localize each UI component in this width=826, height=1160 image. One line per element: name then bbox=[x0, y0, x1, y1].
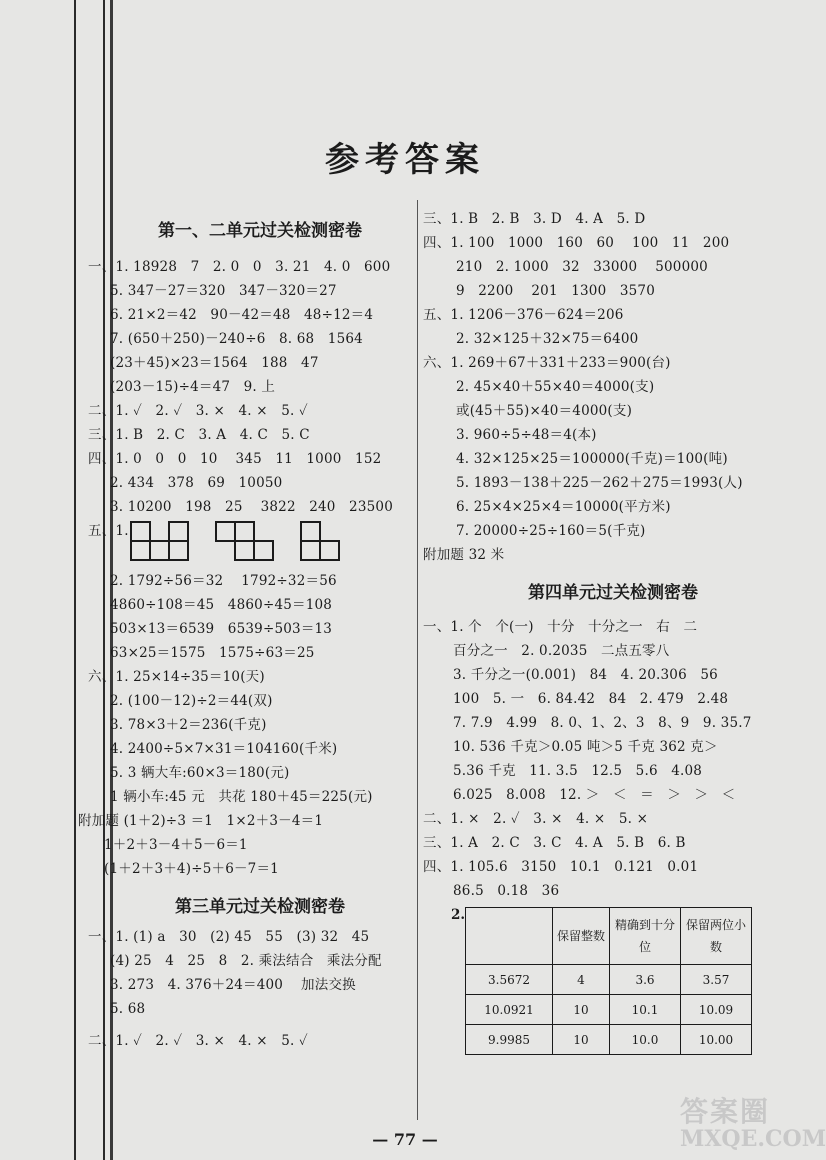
answer-line: 5.36 千克 11. 3.5 12.5 5.6 4.08 bbox=[453, 763, 703, 779]
answer-line: 10. 536 千克＞0.05 吨＞5 千克 362 克＞ bbox=[453, 739, 718, 755]
section-title: 第一、二单元过关检测密卷 bbox=[158, 221, 362, 241]
answer-line: 3. 千分之一(0.001) 84 4. 20.306 56 bbox=[453, 667, 718, 683]
table-cell: 4 bbox=[553, 965, 610, 995]
answer-line: 二、1. ✓ 2. ✓ 3. × 4. × 5. ✓ bbox=[88, 1033, 308, 1049]
answer-line: 2. (100－12)÷2＝44(双) bbox=[110, 693, 273, 709]
table-cell: 精确到十分位 bbox=[610, 908, 681, 965]
answer-line: (1＋2＋3＋4)÷5＋6－7＝1 bbox=[104, 861, 279, 877]
section-title: 第三单元过关检测密卷 bbox=[175, 897, 345, 917]
answer-label: 五、1. bbox=[88, 523, 129, 539]
rounding-table bbox=[465, 907, 752, 1055]
table-row bbox=[466, 995, 752, 1025]
answer-line: 二、1. × 2. ✓ 3. × 4. × 5. × bbox=[423, 811, 649, 827]
answer-line: 4. 2400÷5×7×31＝104160(千米) bbox=[110, 741, 338, 757]
table-cell: 保留整数 bbox=[553, 908, 610, 965]
answer-line: 六、1. 269＋67＋331＋233＝900(台) bbox=[423, 355, 671, 371]
answer-line: 附加题 (1＋2)÷3 ＝1 1×2＋3－4＝1 bbox=[78, 813, 324, 829]
answer-line: 7. 20000÷25÷160＝5(千克) bbox=[456, 523, 646, 539]
table-cell: 10.00 bbox=[681, 1025, 752, 1055]
answer-line: 四、1. 0 0 0 10 345 11 1000 152 bbox=[88, 451, 382, 467]
answer-line: 63×25＝1575 1575÷63＝25 bbox=[110, 645, 315, 661]
table-cell: 10 bbox=[553, 1025, 610, 1055]
answer-line: 1 辆小车:45 元 共花 180＋45＝225(元) bbox=[110, 789, 373, 805]
answer-line: 86.5 0.18 36 bbox=[453, 883, 560, 899]
rounding-table-block bbox=[423, 903, 803, 1103]
page-title: 参考答案 bbox=[325, 140, 485, 180]
answer-line: 百分之一 2. 0.2035 二点五零八 bbox=[453, 643, 670, 659]
table-cell: 9.9985 bbox=[466, 1025, 553, 1055]
table-cell: 保留两位小数 bbox=[681, 908, 752, 965]
table-cell: 3.5672 bbox=[466, 965, 553, 995]
answer-line: 三、1. B 2. C 3. A 4. C 5. C bbox=[88, 427, 310, 443]
answer-line: 6. 25×4×25×4＝10000(平方米) bbox=[456, 499, 671, 515]
answer-line: 9 2200 201 1300 3570 bbox=[456, 283, 656, 299]
watermark-url: MXQE.COM bbox=[680, 1126, 826, 1152]
answer-line: 三、1. B 2. B 3. D 4. A 5. D bbox=[423, 211, 646, 227]
answer-line: 210 2. 1000 32 33000 500000 bbox=[456, 259, 708, 275]
column-divider bbox=[417, 200, 418, 1120]
answer-line: 一、1. 个 个(一) 十分 十分之一 右 二 bbox=[423, 619, 698, 635]
right-column bbox=[423, 207, 803, 1103]
table-cell bbox=[466, 908, 553, 965]
answer-line: 503×13＝6539 6539÷503＝13 bbox=[110, 621, 333, 637]
answer-label: 2. bbox=[451, 907, 466, 923]
answer-line: 六、1. 25×14÷35＝10(天) bbox=[88, 669, 265, 685]
answer-line: 4. 32×125×25＝100000(千克)＝100(吨) bbox=[456, 451, 728, 467]
table-cell: 10.0921 bbox=[466, 995, 553, 1025]
answer-line: 3. 10200 198 25 3822 240 23500 bbox=[110, 499, 393, 515]
answer-line: 2. 1792÷56＝32 1792÷32＝56 bbox=[110, 573, 337, 589]
shape-answers bbox=[88, 519, 410, 569]
table-cell: 10.0 bbox=[610, 1025, 681, 1055]
answer-line: 一、1. (1) a 30 (2) 45 55 (3) 32 45 bbox=[88, 929, 370, 945]
answer-line: 5. 347－27＝320 347－320＝27 bbox=[110, 283, 337, 299]
table-row bbox=[466, 1025, 752, 1055]
answer-line: 2. 32×125＋32×75＝6400 bbox=[456, 331, 639, 347]
table-cell: 3.57 bbox=[681, 965, 752, 995]
page-number-value: 77 bbox=[393, 1130, 417, 1149]
table-cell: 3.6 bbox=[610, 965, 681, 995]
table-cell: 10.09 bbox=[681, 995, 752, 1025]
answer-line: 一、1. 18928 7 2. 0 0 3. 21 4. 0 600 bbox=[88, 259, 391, 275]
answer-line: 5. 68 bbox=[110, 1001, 146, 1017]
answer-line: 5. 1893－138＋225－262＋275＝1993(人) bbox=[456, 475, 743, 491]
answer-line: 2. 45×40＋55×40＝4000(支) bbox=[456, 379, 655, 395]
answer-line: 100 5. 一 6. 84.42 84 2. 479 2.48 bbox=[453, 691, 729, 707]
left-column bbox=[78, 205, 410, 1053]
answer-line: 或(45＋55)×40＝4000(支) bbox=[456, 403, 633, 419]
page-number: — 77 — bbox=[372, 1130, 438, 1149]
table-row bbox=[466, 965, 752, 995]
table-header-row bbox=[466, 908, 752, 965]
answer-line: 4860÷108＝45 4860÷45＝108 bbox=[110, 597, 333, 613]
answer-line: 6.025 8.008 12. ＞ ＜ ＝ ＞ ＞ ＜ bbox=[453, 787, 736, 803]
answer-line: 7. 7.9 4.99 8. 0、1、2、3 8、9 9. 35.7 bbox=[453, 715, 752, 731]
answer-line: (4) 25 4 25 8 2. 乘法结合 乘法分配 bbox=[110, 953, 382, 969]
answer-line: 附加题 32 米 bbox=[423, 547, 505, 563]
answer-line: 2. 434 378 69 10050 bbox=[110, 475, 283, 491]
answer-line: 二、1. ✓ 2. ✓ 3. × 4. × 5. ✓ bbox=[88, 403, 308, 419]
answer-line: (203－15)÷4＝47 9. 上 bbox=[110, 379, 276, 395]
answer-line: 四、1. 105.6 3150 10.1 0.121 0.01 bbox=[423, 859, 699, 875]
answer-line: 五、1. 1206－376－624＝206 bbox=[423, 307, 624, 323]
answer-line: 3. 273 4. 376＋24＝400 加法交换 bbox=[110, 977, 356, 993]
answer-line: 3. 78×3＋2＝236(千克) bbox=[110, 717, 267, 733]
answer-line: 四、1. 100 1000 160 60 100 11 200 bbox=[423, 235, 730, 251]
watermark-logo: 答案圈 bbox=[680, 1095, 771, 1128]
section-title: 第四单元过关检测密卷 bbox=[528, 583, 698, 603]
answer-line: 7. (650＋250)－240÷6 8. 68 1564 bbox=[110, 331, 363, 347]
answer-line: 1＋2＋3－4＋5－6＝1 bbox=[104, 837, 248, 853]
answer-line: 5. 3 辆大车:60×3＝180(元) bbox=[110, 765, 290, 781]
answer-line: (23＋45)×23＝1564 188 47 bbox=[110, 355, 319, 371]
table-cell: 10 bbox=[553, 995, 610, 1025]
answer-line: 三、1. A 2. C 3. C 4. A 5. B 6. B bbox=[423, 835, 686, 851]
answer-line: 3. 960÷5÷48＝4(本) bbox=[456, 427, 597, 443]
table-cell: 10.1 bbox=[610, 995, 681, 1025]
answer-line: 6. 21×2＝42 90－42＝48 48÷12＝4 bbox=[110, 307, 374, 323]
